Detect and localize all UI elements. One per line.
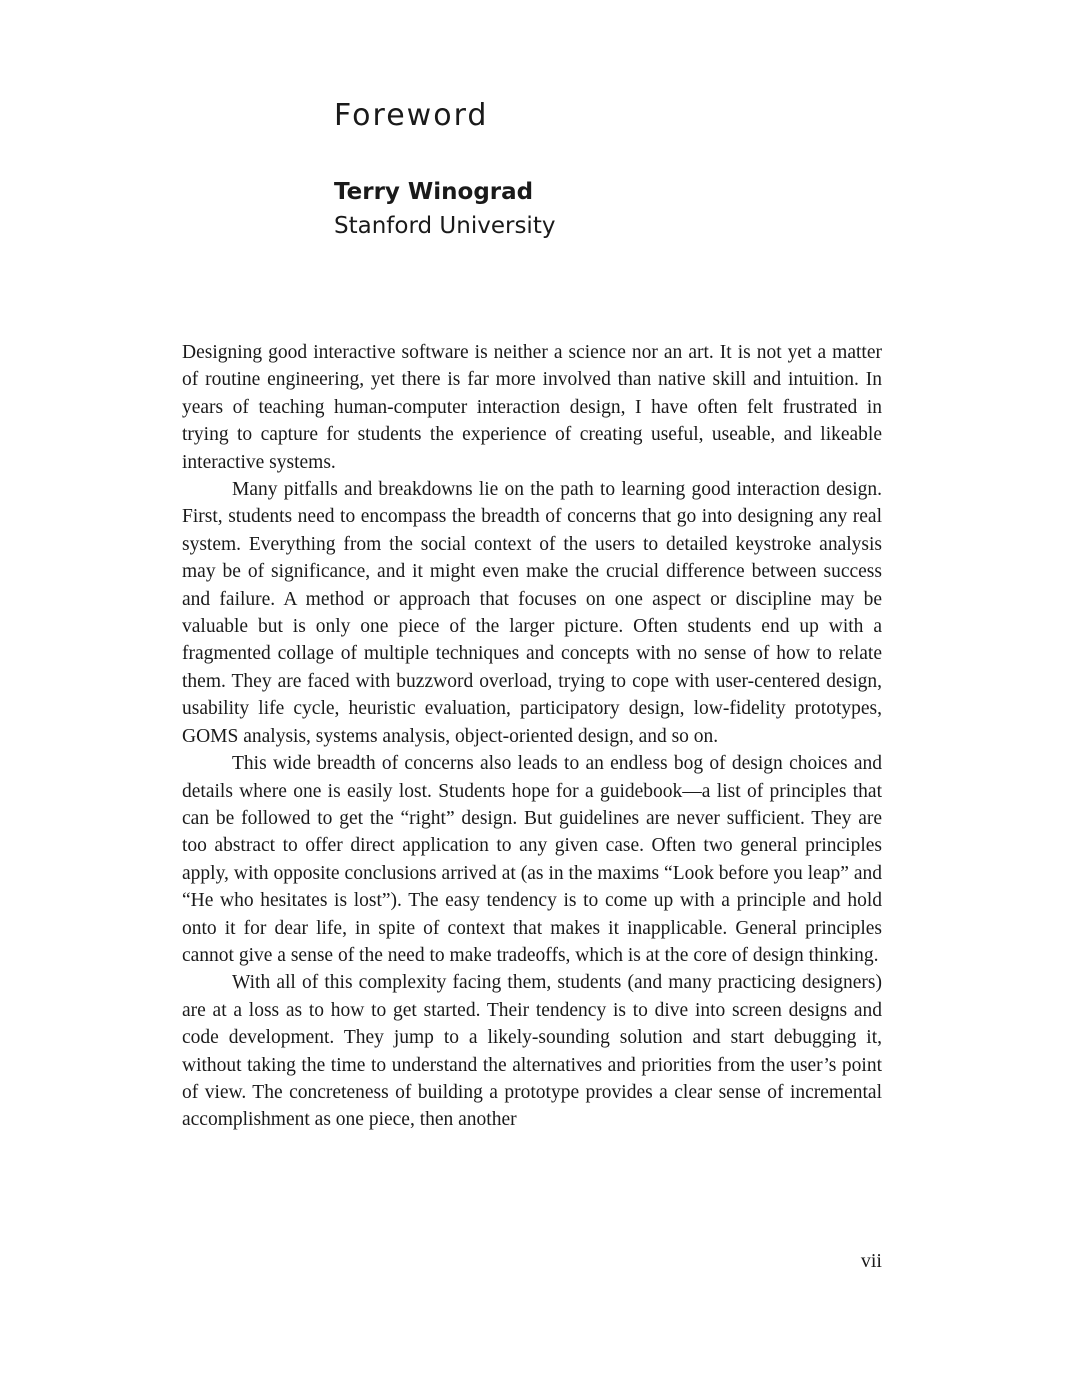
paragraph: Many pitfalls and breakdowns lie on the path to learning good interaction design. First, students need to encompass the breadth of concerns that go into designing any real system. Everything from the social context of the users to detailed keystroke analysis may be of significance, and it might even make the crucial difference between success and failure. A method or approach that focuses on one aspect or discipline may be valuable but is only one piece of the larger picture. Often students end up with a fragmented collage of multiple techniques and concepts with no sense of how to relate them. They are faced with buzzword overload, trying to cope with user-centered design, usability life cycle, heuristic evaluation, participatory design, low-fidelity prototypes, GOMS analysis, systems analysis, object-oriented design, and so on. [182, 479, 882, 747]
paragraph: Designing good interactive software is neither a science nor an art. It is not yet a matter of routine engineering, yet there is far more involved than native skill and intuition. In years of teaching human-computer interaction design, I have often felt frustrated in trying to capture for students the experience of creating useful, useable, and likeable interactive systems. [182, 342, 882, 473]
body-text [182, 339, 882, 1134]
paragraph: This wide breadth of concerns also leads to an endless bog of design choices and details where one is easily lost. Students hope for a guidebook—a list of principles that can be followed to get the “right” design. But guidelines are never sufficient. They are too abstract to offer direct application to any given case. Often two general principles apply, with opposite conclusions arrived at (as in the maxims “Look before you leap” and “He who hesitates is lost”). The easy tendency is to come up with a principle and hold onto it for dear life, in spite of context that makes it inapplicable. General principles cannot give a sense of the need to make tradeoffs, which is at the core of design thinking. [182, 753, 882, 966]
page-title: Foreword [334, 98, 489, 133]
author-affiliation: Stanford University [334, 213, 556, 239]
author-name: Terry Winograd [334, 179, 534, 205]
paragraph: With all of this complexity facing them, students (and many practicing designers) are at a loss as to how to get started. Their tendency is to dive into screen designs and code development. They jump to a likely-sounding solution and start debugging it, without taking the time to understand the alternatives and priorities from the user’s point of view. The concreteness of building a prototype provides a clear sense of incremental accomplishment as one piece, then another [182, 972, 882, 1131]
page-number: vii [860, 1250, 882, 1272]
